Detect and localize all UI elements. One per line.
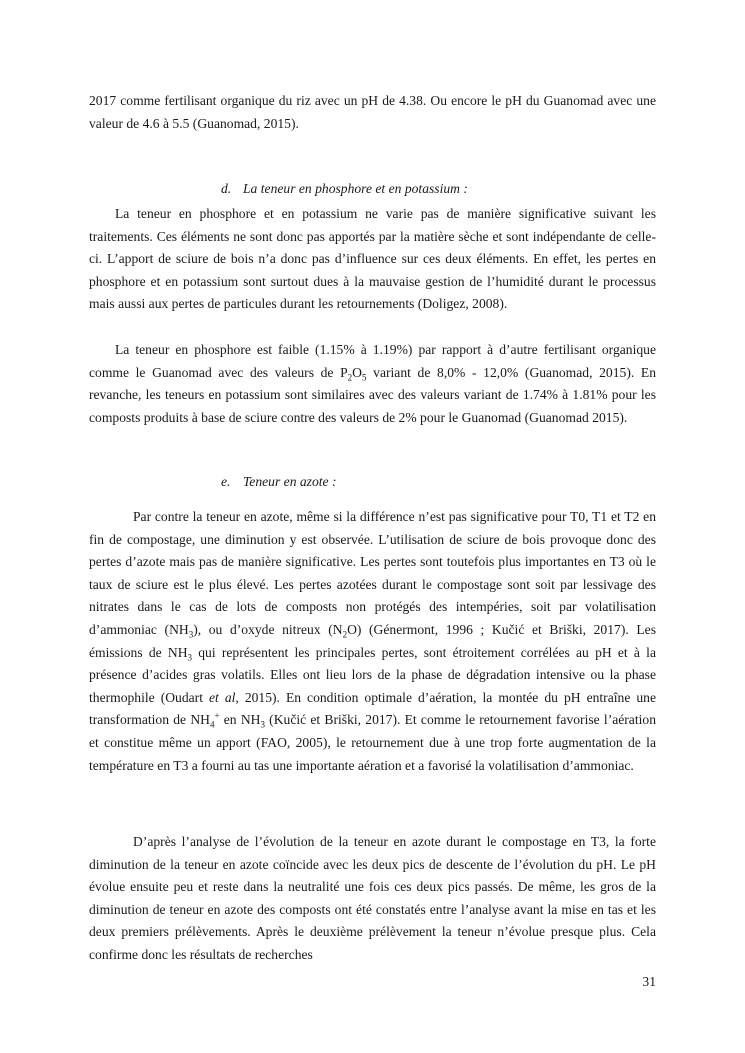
paragraph-top: 2017 comme fertilisant organique du riz avec un pH de 4.38. Ou encore le pH du Guanomad avec une valeur de 4.6 à 5.5 (Guanomad, 2015). <box>89 93 656 131</box>
section-e-paragraph-2: D’après l’analyse de l’évolution de la teneur en azote durant le compostage en T3, la forte diminution de la teneur en azote coïncide avec les deux pics de descente de l’évolution du pH. Le pH évolue ensuite peu et reste dans la neutralité une fois ces deux pics passés. De même, les gros de la diminution de teneur en azote des composts ont été constatés entre l’analyse avant la mise en tas et les deux premiers prélèvements. Après le deuxième prélèvement la teneur n’évolue presque plus. Cela confirme donc les résultats de recherches <box>89 834 656 962</box>
section-e-number: e. <box>221 474 231 489</box>
section-d-number: d. <box>221 181 232 196</box>
section-d-title: La teneur en phosphore et en potassium : <box>243 181 468 196</box>
section-e-heading <box>221 474 337 490</box>
section-d-heading <box>221 181 468 197</box>
section-d-paragraph-2: La teneur en phosphore est faible (1.15% à 1.19%) par rapport à d’autre fertilisant organique comme le Guanomad avec des valeurs de $P_2O_5$ variant de 8,0% - 12,0% (Guanomad, 2015). En revanche, les teneurs en potassium sont similaires avec des valeurs variant de 1.74% à 1.81% pour les composts produits à base de sciure contre des valeurs de 2% pour le Guanomad (Guanomad 2015). <box>89 342 656 425</box>
section-e-title: Teneur en azote : <box>243 474 337 489</box>
page-number: 31 <box>642 974 656 989</box>
section-e-paragraph-1: Par contre la teneur en azote, même si la différence n’est pas significative pour T0, T1 et T2 en fin de compostage, une diminution y est observée. L’utilisation de sciure de bois provoque donc des pertes d’azote mais pas de manière significative. Les pertes sont toutefois plus importantes en T3 où le taux de sciure est le plus élevé. Les pertes azotées durant le compostage sont soit par lessivage des nitrates dans le cas de lots de composts non protégés des intempéries, soit par volatilisation d’ammoniac $(NH_3)$, ou d’oxyde nitreux $(N_2O)$ (Génermont, 1996 ; Kučić et Briški, 2017). Les émissions de $NH_3$ qui représentent les principales pertes, sont étroitement corrélées au pH et à la présence d’acides gras volatils. Elles ont lieu lors de la phase de dégradation intensive ou la phase thermophile (Oudart et al, 2015). En condition optimale d’aération, la montée du pH entraîne une transformation de $NH_4^+$ en $NH_3$ (Kučić et Briški, 2017). Et comme le retournement favorise l’aération et constitue même un apport (FAO, 2005), le retournement due à une trop forte augmentation de la température en T3 a fourni au tas une importante aération et a favorisé la volatilisation d’ammoniac. <box>89 509 656 773</box>
section-d-paragraph-1: La teneur en phosphore et en potassium ne varie pas de manière significative suivant les traitements. Ces éléments ne sont donc pas apportés par la matière sèche et sont indépendante de celle-ci. L’apport de sciure de bois n’a donc pas d’influence sur ces deux éléments. En effet, les pertes en phosphore et en potassium sont surtout dues à la mauvaise gestion de l’humidité durant le processus mais aussi aux pertes de particules durant les retournements (Doligez, 2008). <box>89 206 656 312</box>
